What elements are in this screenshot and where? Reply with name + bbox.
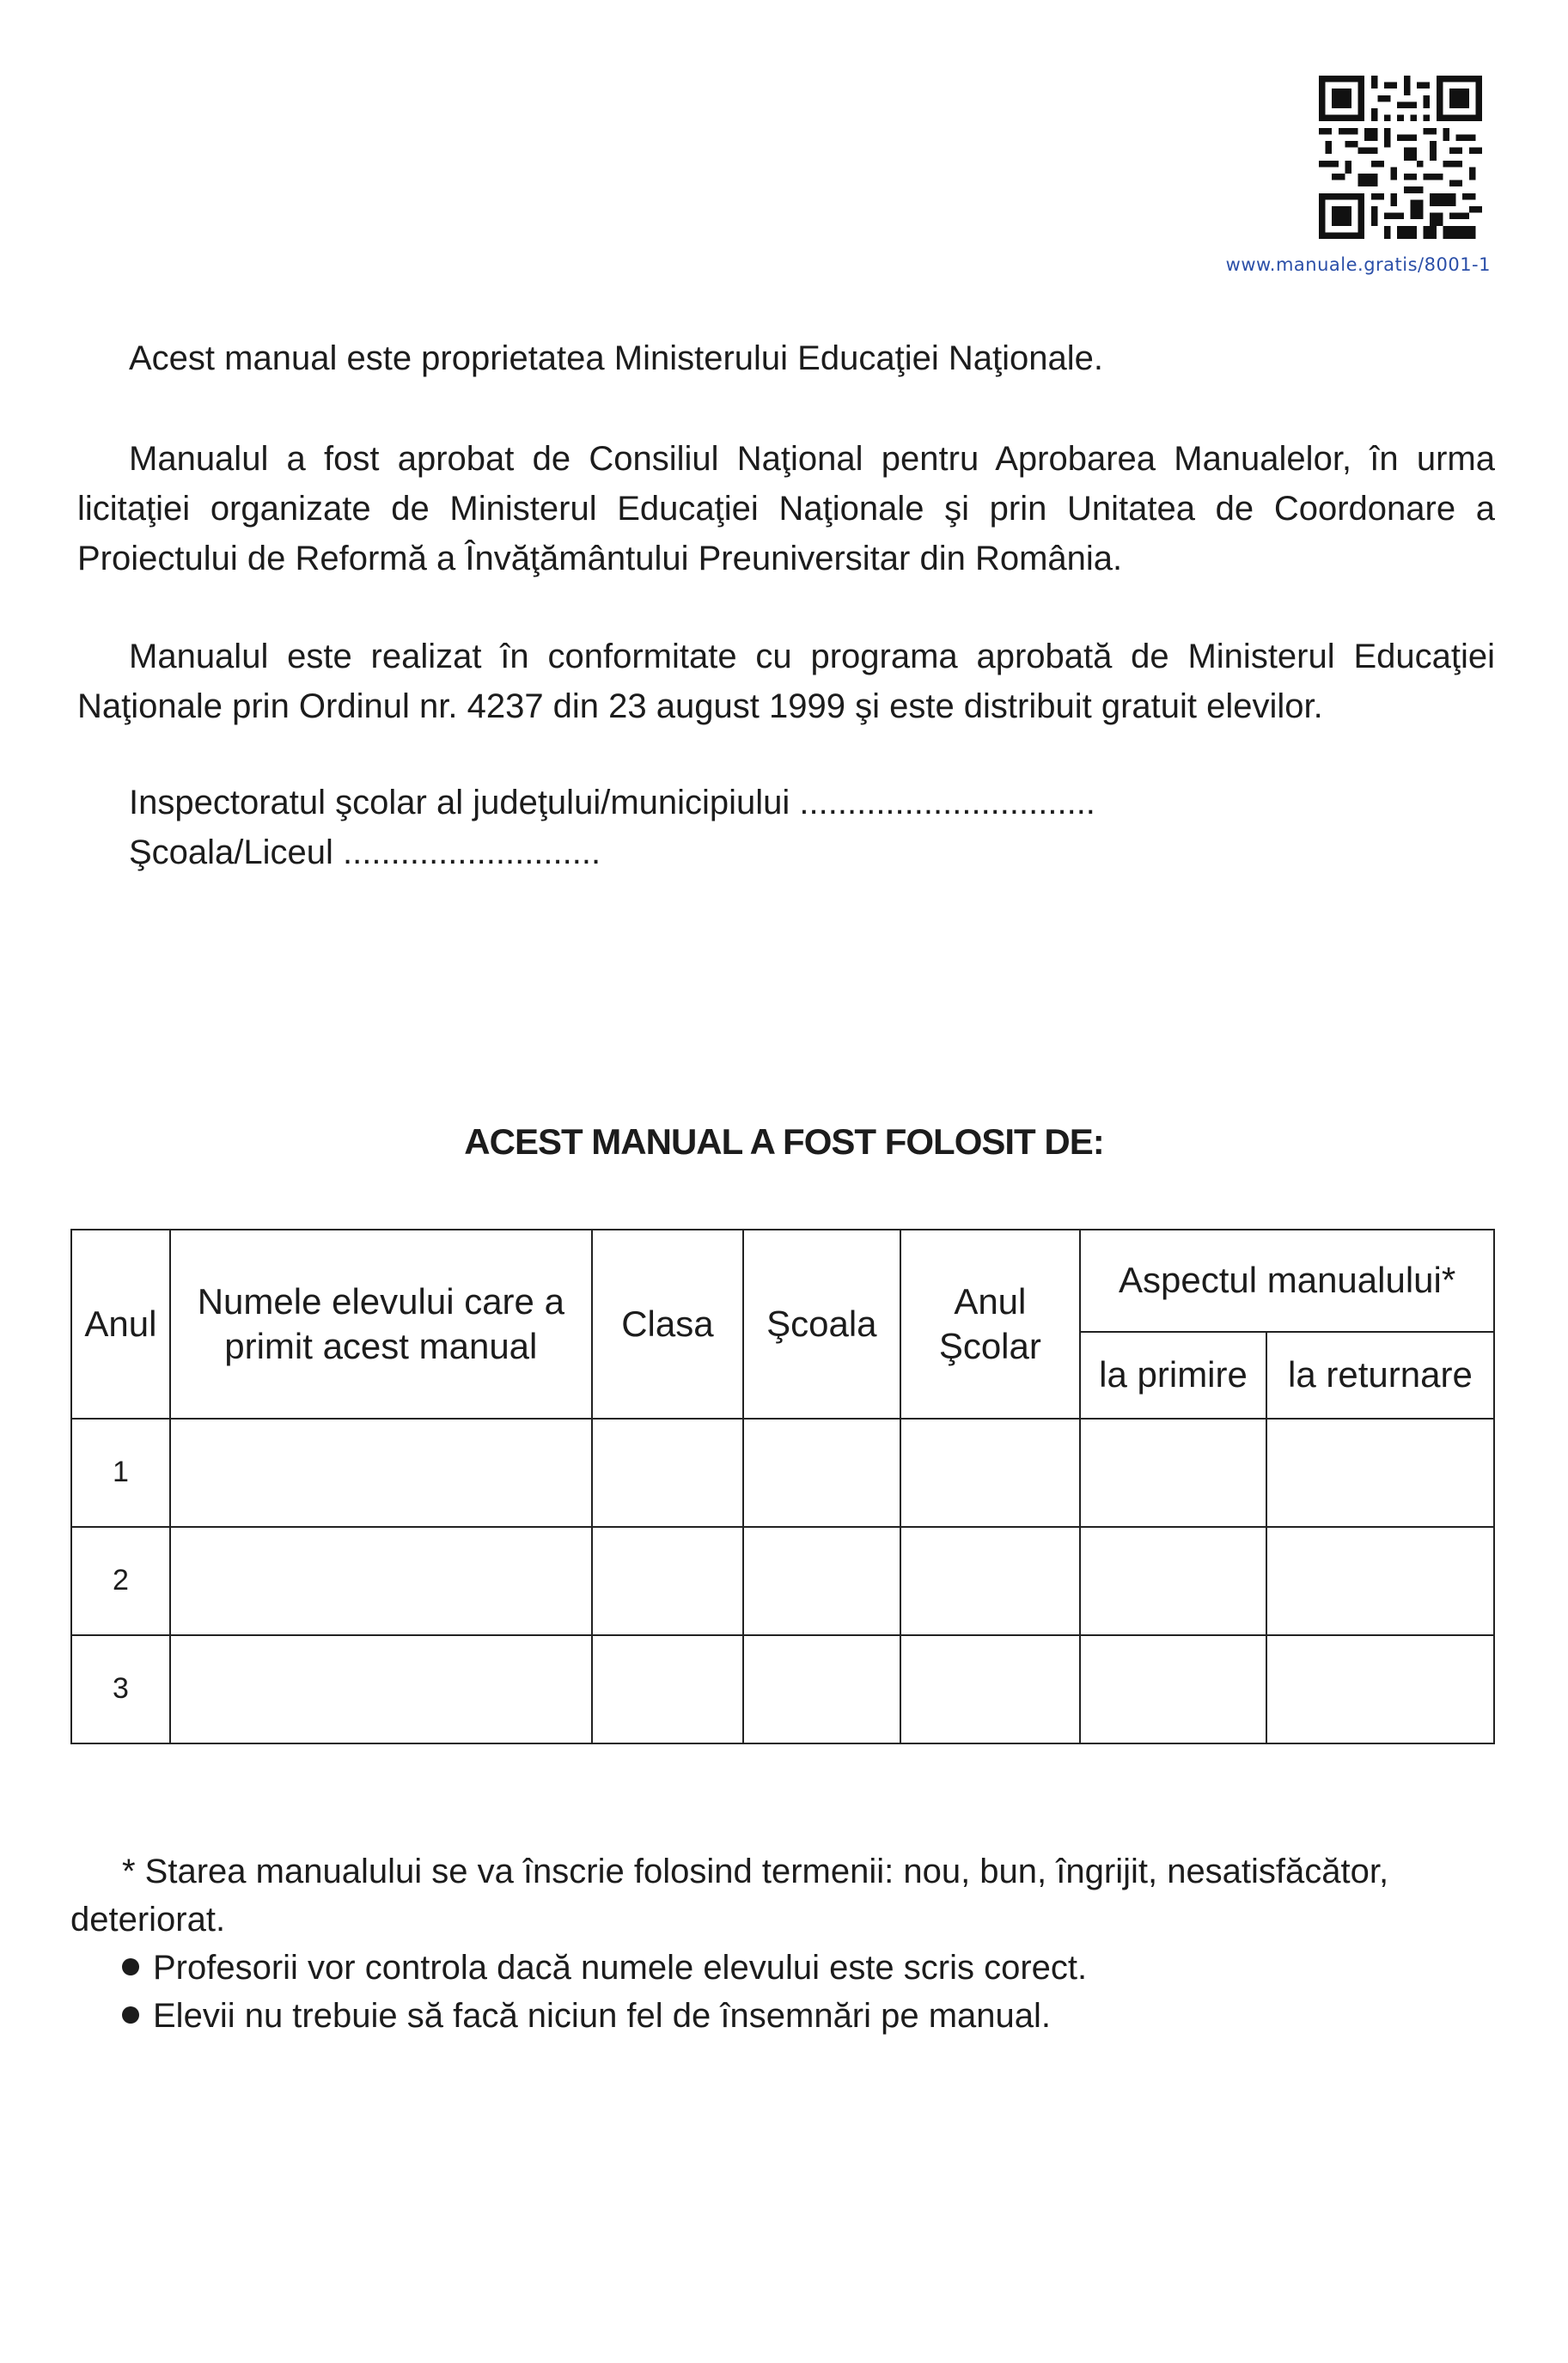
on-return-cell[interactable] xyxy=(1266,1527,1494,1635)
bullet-icon xyxy=(122,2006,139,2024)
used-by-title: ACEST MANUAL A FOST FOLOSIT DE: xyxy=(464,1121,1104,1162)
header-on-return: la returnare xyxy=(1266,1332,1494,1419)
bullet-text: Elevii nu trebuie să facă niciun fel de însemnări pe manual. xyxy=(153,1997,1052,2035)
header-on-receipt: la primire xyxy=(1080,1332,1266,1419)
on-receipt-cell[interactable] xyxy=(1080,1527,1266,1635)
school-year-cell[interactable] xyxy=(900,1527,1081,1635)
header-class: Clasa xyxy=(592,1230,743,1419)
table-row xyxy=(71,1419,1494,1527)
qr-url[interactable]: www.manuale.gratis/8001-1 xyxy=(1225,254,1491,275)
header-year: Anul xyxy=(71,1230,170,1419)
qr-code-icon xyxy=(1319,76,1482,239)
school-info xyxy=(129,778,1547,877)
header-student-name: Numele elevului care a primit acest manual xyxy=(170,1230,592,1419)
school-year-cell[interactable] xyxy=(900,1419,1081,1527)
table-row xyxy=(71,1635,1494,1743)
student-name-cell[interactable] xyxy=(170,1527,592,1635)
approval-statement: Manualul a fost aprobat de Consiliul Naţional pentru Aprobarea Manualelor, în urma licitaţiei organizate de Ministerul Educaţiei Naţionale şi prin Unitatea de Coordonare a Proiectului de Reformă a Învăţământului Preuniversitar din România. xyxy=(77,440,1495,577)
bullet-icon xyxy=(122,1958,139,1975)
header-school-year: Anul Şcolar xyxy=(900,1230,1081,1419)
footnote xyxy=(70,1847,1488,2040)
class-cell[interactable] xyxy=(592,1527,743,1635)
student-name-cell[interactable] xyxy=(170,1419,592,1527)
school-year-cell[interactable] xyxy=(900,1635,1081,1743)
list-item xyxy=(70,1992,1488,2040)
school-cell[interactable] xyxy=(743,1527,900,1635)
list-item xyxy=(70,1944,1488,1992)
on-receipt-cell[interactable] xyxy=(1080,1635,1266,1743)
table-row xyxy=(71,1527,1494,1635)
header-aspect: Aspectul manualului* xyxy=(1080,1230,1494,1332)
class-cell[interactable] xyxy=(592,1419,743,1527)
row-number: 3 xyxy=(71,1635,170,1743)
bullet-text: Profesorii vor controla dacă numele elevului este scris corect. xyxy=(153,1949,1088,1987)
school-line[interactable]: Şcoala/Liceul ........................... xyxy=(129,833,601,871)
ownership-statement: Acest manual este proprietatea Ministerului Educaţiei Naţionale. xyxy=(129,339,1103,377)
school-cell[interactable] xyxy=(743,1635,900,1743)
condition-note: * Starea manualului se va înscrie folosind termenii: nou, bun, îngrijit, nesatisfăcător, deteriorat. xyxy=(70,1853,1389,1939)
row-number: 2 xyxy=(71,1527,170,1635)
row-number: 1 xyxy=(71,1419,170,1527)
on-return-cell[interactable] xyxy=(1266,1419,1494,1527)
inspectorate-line[interactable]: Inspectoratul şcolar al judeţului/municipiului ............................... xyxy=(129,784,1095,821)
conformity-statement: Manualul este realizat în conformitate cu programa aprobată de Ministerul Educaţiei Naţionale prin Ordinul nr. 4237 din 23 august 1999 şi este distribuit gratuit elevilor. xyxy=(77,638,1495,725)
on-return-cell[interactable] xyxy=(1266,1635,1494,1743)
class-cell[interactable] xyxy=(592,1635,743,1743)
student-name-cell[interactable] xyxy=(170,1635,592,1743)
usage-table xyxy=(70,1229,1495,1744)
header-school: Şcoala xyxy=(743,1230,900,1419)
school-cell[interactable] xyxy=(743,1419,900,1527)
on-receipt-cell[interactable] xyxy=(1080,1419,1266,1527)
